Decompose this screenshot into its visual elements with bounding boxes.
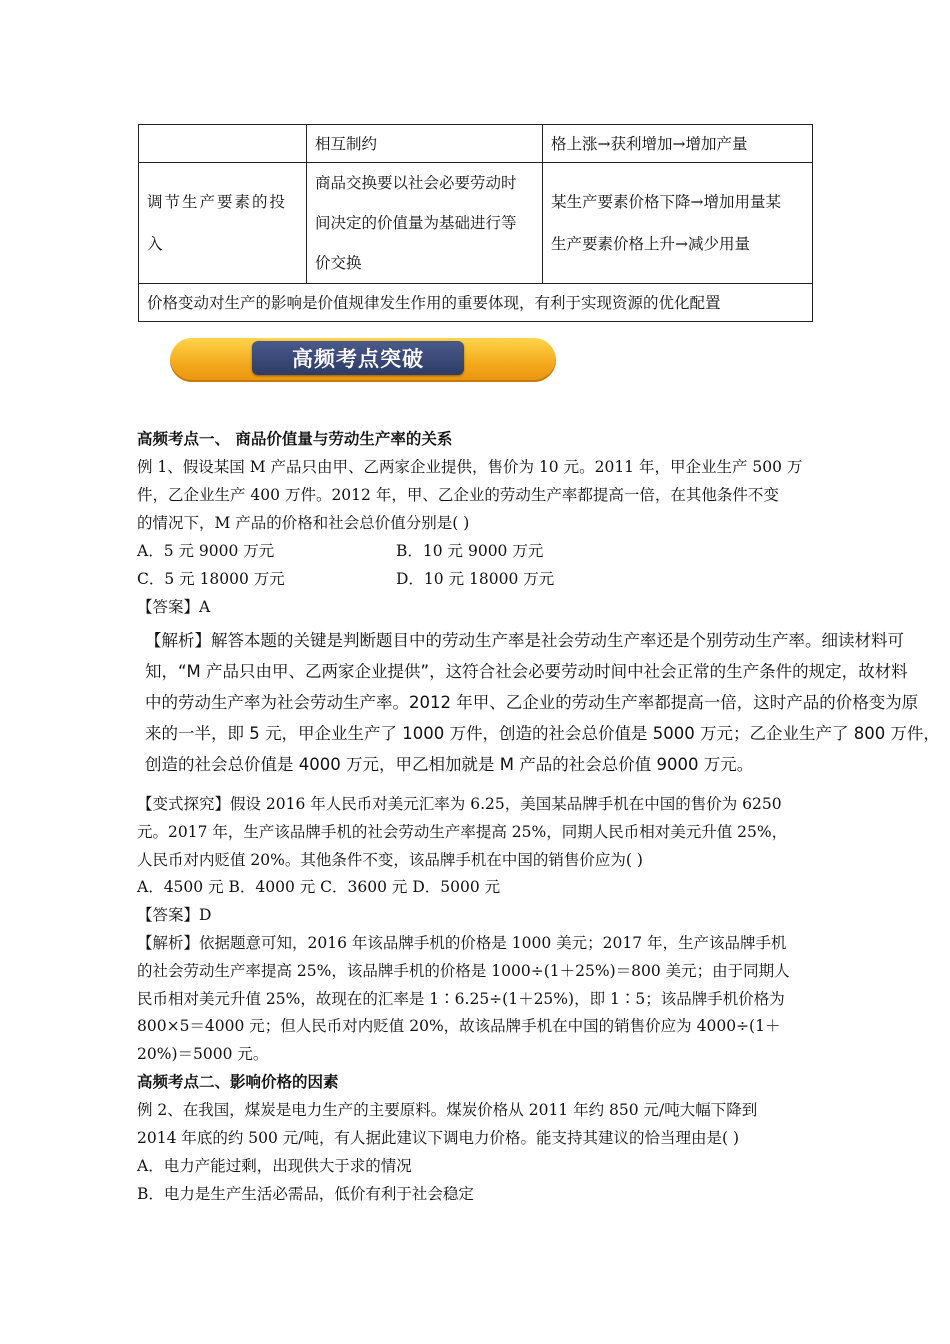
analysis-line: 来的一半，即 5 元，甲企业生产了 1000 万件，创造的社会总价值是 5000 万元；乙企业生产了 800 万件， [145, 724, 940, 743]
cell-line: 价交换 [315, 254, 362, 272]
option-a: A．5 元 9000 万元 [137, 542, 275, 560]
option-c: C．5 元 18000 万元 [137, 570, 285, 588]
banner-title: 高频考点突破 [252, 341, 464, 375]
table-cell [543, 163, 813, 284]
table-cell-summary: 价格变动对生产的影响是价值规律发生作用的重要体现，有利于实现资源的优化配置 [139, 284, 813, 322]
table-row [139, 284, 813, 322]
answer: 【答案】A [137, 598, 211, 616]
question-line: 件，乙企业生产 400 万件。2012 年，甲、乙企业的劳动生产率都提高一倍，在其他条件不变 [137, 486, 779, 504]
section-banner [170, 338, 556, 382]
analysis-line: 知，“M 产品只由甲、乙两家企业提供”，这符合社会必要劳动时间中社会正常的生产条件的规定，故材料 [145, 662, 908, 681]
question-line: 元。2017 年，生产该品牌手机的社会劳动生产率提高 25%，同期人民币相对美元升值 25%， [137, 823, 788, 841]
question-line: 例 1、假设某国 M 产品只由甲、乙两家企业提供，售价为 10 元。2011 年，甲企业生产 500 万 [137, 458, 803, 476]
cell-line: 商品交换要以社会必要劳动时 [315, 174, 517, 192]
question-line: 【变式探究】假设 2016 年人民币对美元汇率为 6.25，美国某品牌手机在中国的售价为 6250 [137, 795, 782, 813]
table-row [139, 163, 813, 284]
question-line: 2014 年底的约 500 元/吨，有人据此建议下调电力价格。能支持其建议的恰当理由是( ) [137, 1129, 740, 1147]
question-line: 人民币对内贬值 20%。其他条件不变，该品牌手机在中国的销售价应为( ) [137, 851, 643, 869]
option-a: A．电力产能过剩，出现供大于求的情况 [137, 1157, 412, 1175]
question-line: 的情况下，M 产品的价格和社会总价值分别是( ) [137, 514, 470, 532]
section-heading: 高频考点一、 商品价值量与劳动生产率的关系 [137, 429, 453, 448]
table-cell [139, 125, 307, 163]
cell-line: 生产要素价格上升→减少用量 [551, 235, 750, 253]
cell-line: 调节生产要素的投 [147, 193, 288, 211]
option-b: B．10 元 9000 万元 [396, 542, 544, 560]
table-row [139, 125, 813, 163]
value-law-table [138, 124, 813, 322]
option-b: B．电力是生产生活必需品，低价有利于社会稳定 [137, 1185, 474, 1203]
option-d: D．10 元 18000 万元 [396, 570, 555, 588]
question-line: 例 2、在我国，煤炭是电力生产的主要原料。煤炭价格从 2011 年约 850 元/吨大幅下降到 [137, 1101, 758, 1119]
analysis-line: 【解析】依据题意可知，2016 年该品牌手机的价格是 1000 美元；2017 年，生产该品牌手机 [137, 934, 787, 952]
options: A．4500 元 B．4000 元 C．3600 元 D．5000 元 [137, 878, 501, 896]
table-cell [307, 163, 543, 284]
table-cell: 相互制约 [307, 125, 543, 163]
cell-line: 间决定的价值量为基础进行等 [315, 214, 517, 232]
section-heading: 高频考点二、影响价格的因素 [137, 1072, 339, 1091]
analysis-line: 中的劳动生产率为社会劳动生产率。2012 年甲、乙企业的劳动生产率都提高一倍，这时产品的价格变为原 [145, 693, 919, 712]
analysis-line: 的社会劳动生产率提高 25%，该品牌手机的价格是 1000÷(1＋25%)＝800 美元；由于同期人 [137, 962, 790, 980]
analysis-line: 20%)＝5000 元。 [137, 1045, 269, 1063]
analysis-line: 【解析】解答本题的关键是判断题目中的劳动生产率是社会劳动生产率还是个别劳动生产率。细读材料可 [145, 631, 904, 650]
analysis-line: 民币相对美元升值 25%，故现在的汇率是 1∶6.25÷(1＋25%)，即 1∶5；该品牌手机价格为 [137, 990, 785, 1008]
analysis-line: 800×5＝4000 元；但人民币对内贬值 20%，故该品牌手机在中国的销售价应为 4000÷(1＋ [137, 1017, 781, 1035]
table-cell: 格上涨→获利增加→增加产量 [543, 125, 813, 163]
cell-line: 某生产要素价格下降→增加用量某 [551, 193, 781, 211]
answer: 【答案】D [137, 906, 212, 924]
cell-line: 入 [147, 235, 165, 253]
analysis-line: 创造的社会总价值是 4000 万元，甲乙相加就是 M 产品的社会总价值 9000 万元。 [145, 755, 754, 774]
table-cell [139, 163, 307, 284]
